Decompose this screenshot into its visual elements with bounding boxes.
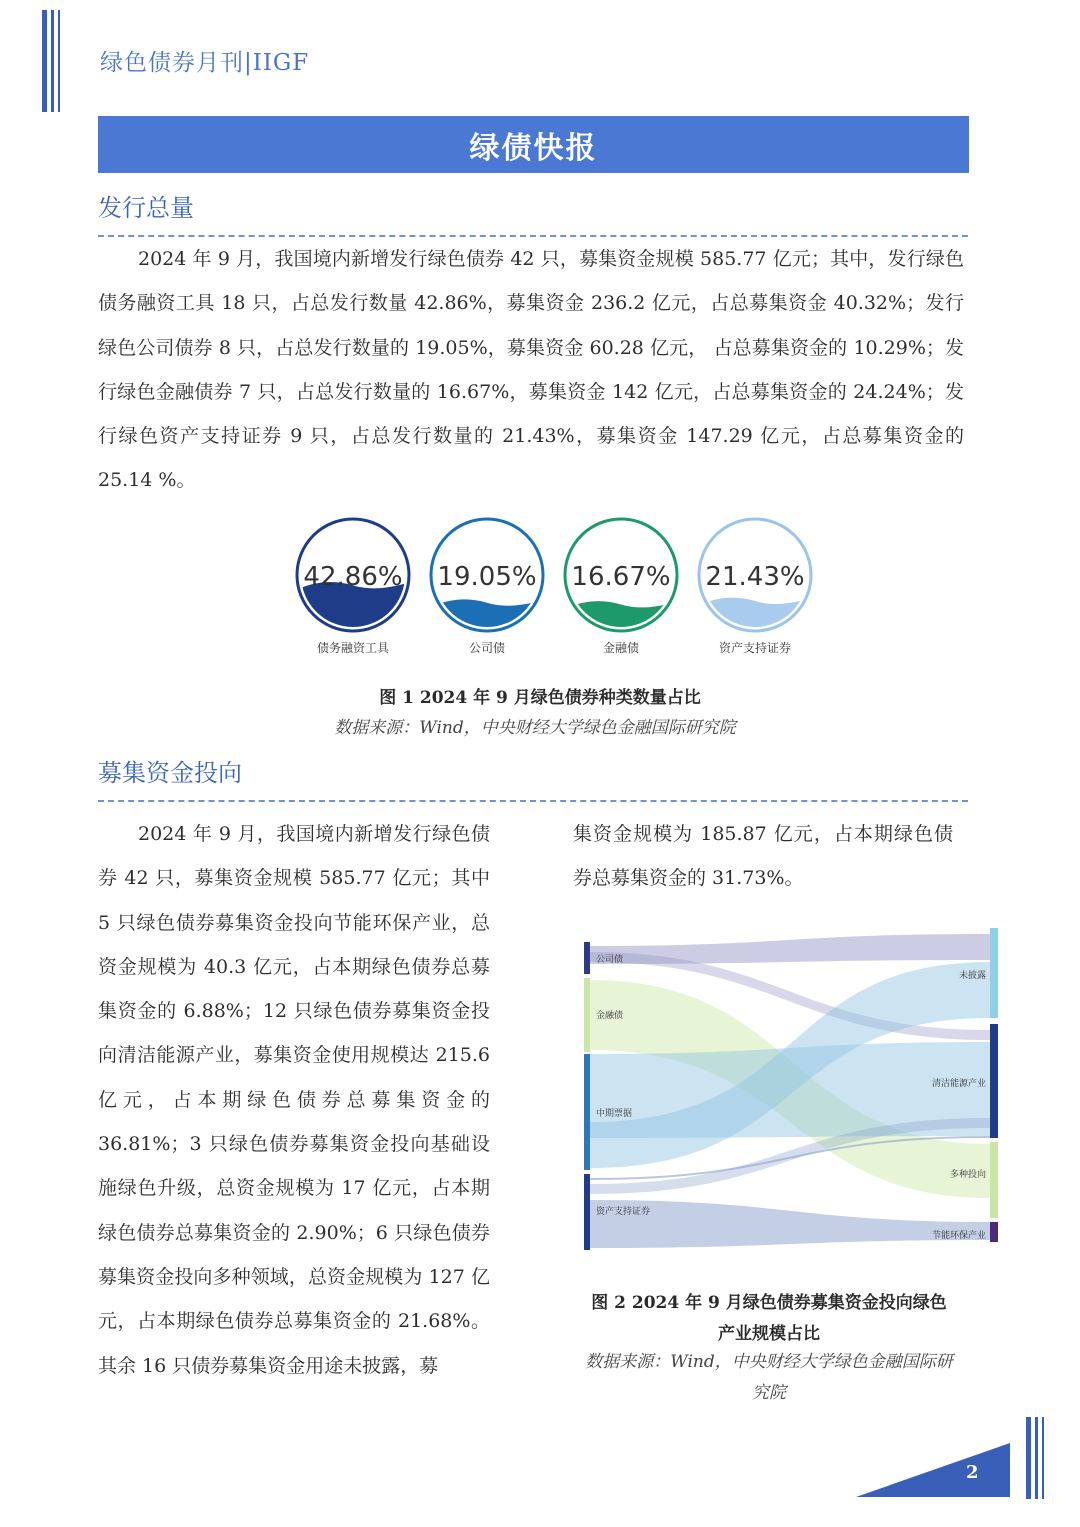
gauge-label: 债务融资工具 [316, 641, 389, 655]
use-paragraph-left [98, 812, 490, 1388]
use-paragraph-right [573, 812, 953, 901]
sankey-chart [578, 922, 1004, 1252]
section-divider-2 [98, 800, 968, 802]
use-text-right: 集资金规模为 185.87 亿元，占本期绿色债券总募集资金的 31.73%。 [573, 823, 953, 890]
figure2-caption-line1: 图 2 2024 年 9 月绿色债券募集资金投向绿色 [591, 1293, 947, 1313]
section-title-use-of-proceeds: 募集资金投向 [98, 759, 242, 787]
gauge-3 [695, 515, 815, 656]
sankey-label-green-industry: 节能环保产业 [931, 1231, 986, 1241]
figure1-caption: 图 1 2024 年 9 月绿色债券种类数量占比 [379, 688, 701, 708]
footer-decoration [850, 1415, 1050, 1500]
sankey-label-financial: 金融债 [596, 1011, 624, 1021]
figure2-source-line1: 数据来源：Wind，中央财经大学绿色金融国际研 [585, 1352, 953, 1372]
gauge-1 [427, 515, 547, 656]
gauge-value: 42.86% [303, 562, 403, 592]
sankey-node-abs [584, 1174, 590, 1250]
section-banner [98, 116, 969, 173]
sankey-node-multi [990, 1142, 998, 1218]
issuance-paragraph [98, 237, 964, 503]
sankey-label-mtn: 中期票据 [596, 1109, 633, 1119]
figure2-source-line2: 究院 [752, 1383, 786, 1403]
sankey-label-corporate: 公司债 [596, 955, 624, 965]
gauge-graphic [293, 515, 413, 635]
gauge-graphic [427, 515, 547, 635]
issuance-paragraph-container [98, 237, 964, 503]
gauge-2 [561, 515, 681, 656]
gauge-value: 19.05% [437, 562, 537, 592]
sankey-label-abs: 资产支持证券 [596, 1207, 651, 1217]
sankey-node-mtn [584, 1054, 590, 1170]
header-bar-2 [51, 10, 54, 112]
gauge-graphic [561, 515, 681, 635]
sankey-label-multi: 多种投向 [949, 1170, 986, 1180]
page-number: 2 [966, 1462, 979, 1483]
figure2-source [573, 1347, 965, 1403]
sankey-node-undisclosed [990, 928, 998, 1018]
gauge-value: 21.43% [705, 562, 805, 592]
gauge-label: 金融债 [602, 641, 639, 655]
sankey-node-corporate [584, 942, 590, 974]
sankey-node-clean-energy [990, 1024, 998, 1138]
banner-title: 绿债快报 [469, 130, 598, 166]
use-paragraph-right-container [573, 812, 953, 901]
sankey-node-green-industry [990, 1222, 998, 1242]
sankey-label-clean-energy: 清洁能源产业 [931, 1079, 986, 1089]
gauge-label: 资产支持证券 [718, 641, 791, 655]
header-bar-1 [42, 10, 47, 112]
header-bar-3 [58, 10, 60, 112]
gauge-graphic [695, 515, 815, 635]
sankey-label-undisclosed: 未披露 [958, 971, 986, 981]
use-paragraph-left-container [98, 812, 490, 1388]
figure1-source: 数据来源：Wind，中央财经大学绿色金融国际研究院 [334, 718, 736, 738]
gauge-0 [293, 515, 413, 656]
gauge-label: 公司债 [468, 641, 505, 655]
section-title-issuance: 发行总量 [98, 194, 194, 222]
use-text-left: 2024 年 9 月，我国境内新增发行绿色债券 42 只，募集资金规模 585.77 亿元；其中 5 只绿色债券募集资金投向节能环保产业，总资金规模为 40.3 亿元，占本期绿色债券总募集资金的 6.88%；12 只绿色债券募集资金投向清洁能源产业，募集资金使用规模达 215.6 亿元，占本期绿色债券总募集资金的 36.81%；3 只绿色债券募集资金投向基础设施绿色升级，总资金规模为 17 亿元，占本期绿色债券总募集资金的 2.90%；6 只绿色债券募集资金投向多种领域，总资金规模为 127 亿元，占本期绿色债券总募集资金的 21.68%。其余 16 只债券募集资金用途未披露，募 [98, 823, 490, 1377]
header-title: 绿色债券月刊|IIGF [100, 50, 310, 76]
sankey-node-financial [584, 978, 590, 1052]
figure2-caption-line2: 产业规模占比 [718, 1324, 820, 1344]
issuance-text: 2024 年 9 月，我国境内新增发行绿色债券 42 只，募集资金规模 585.77 亿元；其中，发行绿色债务融资工具 18 只，占总发行数量 42.86%，募集资金 236.2 亿元，占总募集资金 40.32%；发行绿色公司债券 8 只，占总发行数量的 19.05%，募集资金 60.28 亿元， 占总募集资金的 10.29%；发行绿色金融债券 7 只，占总发行数量的 16.67%，募集资金 142 亿元，占总募集资金的 24.24%；发行绿色资产支持证券 9 只，占总发行数量的 21.43%，募集资金 147.29 亿元，占总募集资金的 25.14 %。 [98, 248, 964, 492]
figure2-caption [573, 1288, 965, 1344]
gauge-value: 16.67% [571, 562, 671, 592]
